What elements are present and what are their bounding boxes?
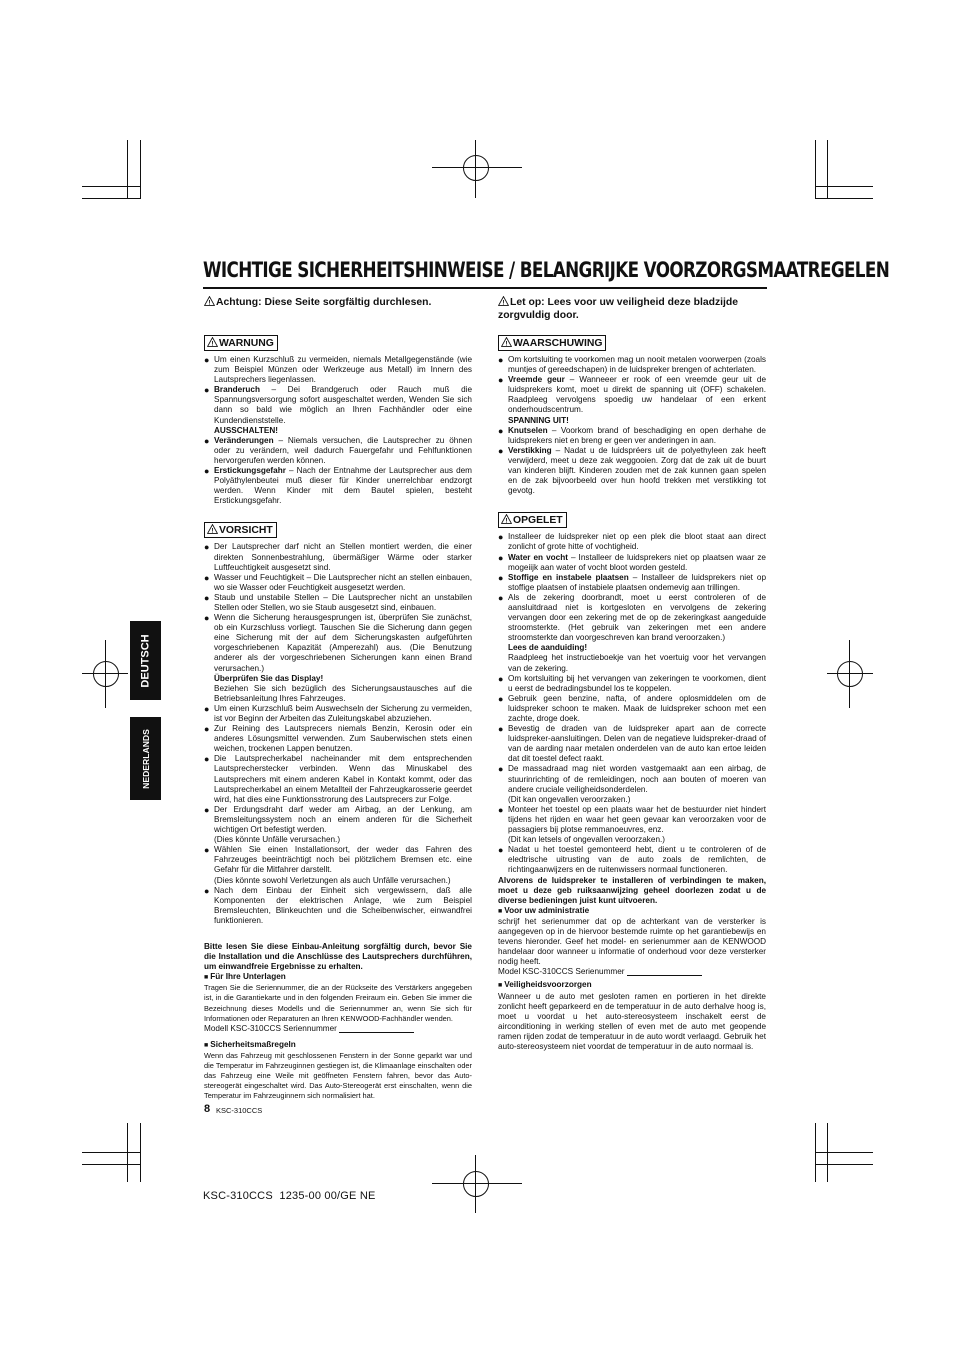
list-item: ● Um einen Kurzschluß beim Auswechseln der Sicherung zu vermeiden, ist vor Beginn der Arbeiten das Zuleitungskabel abzuziehen. [204,704,472,724]
unterlagen-text: Tragen Sie die Seriennummer, die an der Rückseite des Verstärkers angegeben ist, in die Garantiekarte und in den folgenden Freiraum ein. Geben Sie immer die Bezeichnung dieses Modells und die Seriennummer an, wenn Sie sich für Informationen oder Reparaturen an Ihren KENWOOD-Fachhändler wenden. [204,983,472,1023]
warnung-list [204,355,472,506]
list-item: ● Bevestig de draden van de luidspreker apart aan de correcte luidspreker-aansluitingen. Delen van de negatieve luidspreker-draad of van de aarding naar metalen onderdelen van de auto kan ertoe leiden dat dit toestel defect raakt. [498,724,766,764]
svg-text:!: ! [502,299,505,306]
list-item: ● Vreemde geur – Wanneeer er rook of een vreemde geur uit de luidsprekers komt, moet u direkt de spanning uit (OFF) schakelen. Raadpleeg vervolgens spoedig uw handelaar of een erkent onderhoudscentrum. SPANNING UIT! [498,375,766,425]
list-item: ● Om kortsluiting bij het vervangen van zekeringen te voorkomen, dient u eerst de bedradingsbundel los te koppelen. [498,674,766,694]
list-item: ● Knutselen – Voorkom brand of beschadiging en open derhahe de luidsprekers niet en breng er geen ver anderingen in aan. [498,426,766,446]
list-item: ● Wählen Sie einen Installationsort, der weder das Fahren des Fahrzeuges beeinträchtigt noch bei plötzlichem Bremsen etc. eine Gefahr für die Mitfahrer darstellt. (Dies könnte sowohl Verletzungen als auch Unfälle verursachen.) [204,845,472,885]
list-item: ● Wasser und Feuchtigkeit – Die Lautsprecher nicht an stellen einbauen, wo sie Wasser oder Feuchtigkeit ausgesetzt werden. [204,573,472,593]
veilig-text: Wanneer u de auto met gesloten ramen en portieren in het direkte zonlicht heeft geparkeerd en de temperatuur in de auto derhalve hoog is, moet u voordat u het auto-stereosysteem inschakelt eerst de airconditioning in werking stellen of even met de auto met geopende ramen rijden zodat de temperatuur in de auto wordt verlaagd. Gebruik het auto-stereosysteem niet voordat de temperatuur in de auto normaal is. [498,991,766,1051]
crop-mark [82,1164,140,1165]
unterlagen-heading: ■ Für Ihre Unterlagen [204,972,286,982]
crop-mark [82,198,140,199]
list-item: ● Om kortsluiting te voorkomen mag un nooit metalen voorwerpen (zoals muntjes of gereedschapen) in de luidspreker brengen of achterlaten. [498,355,766,375]
sicherheit-heading: ■ Sicherheitsmaßregeln [204,1039,296,1049]
crop-mark [82,186,140,187]
page-title: WICHTIGE SICHERHEITSHINWEISE / BELANGRIJKE VOORZORGSMAATREGELEN [203,258,890,282]
list-item: ● Branderuch – Dei Brandgeruch oder Rauch muß die Spannungsversorgung sofort ausgeschaltet werden, Wenden Sie sich dann so bald wie möglich an Ihren Fachhändler oder eine Kundendienststelle. AUSSCHALTEN! [204,385,472,435]
list-item: ● Stoffige en instabele plaatsen – Installeer de luidsprekers niet op stoffige plaatsen of instabiele plaatsen ondemevig aan trillingen. [498,573,766,593]
warning-triangle-icon [501,514,512,524]
crop-mark [815,1152,873,1153]
list-item: ● Zur Reining des Lautsprecers niemals Benzin, Kerosin oder ein anderes Lösungsmittel verwenden. Zum Sauberwischen stets einen weichen, trockenen Lappen benutzen. [204,724,472,754]
side-tab-deutsch: DEUTSCH [130,621,161,700]
opgelet-list [498,532,766,875]
german-intro: ! Achtung: Diese Seite sorgfältig durchlesen. [204,296,472,309]
dutch-intro: ! Let op: Lees voor uw veiligheid deze bladzijde zorgvuldig door. [498,297,739,321]
dutch-column [498,296,766,1052]
crop-mark [815,140,816,199]
side-tab-nederlands: NEDERLANDS [130,717,161,800]
vorsicht-label: ! VORSICHT [204,522,277,538]
print-job-code: KSC-310CCS 1235-00 00/GE NE [203,1190,376,1202]
list-item: ● Erstickungsgefahr – Nach der Entnahme der Lautsprecher aus dem Polyäthylenbeutei muß dieser für Kinder unerrelchbar endzorgt werden. Wenn Kinder mit dem Bautel spielen, besteht Erstickungsgefahr. [204,466,472,506]
warning-triangle-icon [207,524,218,534]
crop-mark [827,140,828,199]
list-item: ● Water en vocht – Installeer de luidsprekers niet op plaatsen waar ze mogeiijk aan water of vocht bloot worden gesteld. [498,553,766,573]
sicherheit-text: Wenn das Fahrzeug mit geschlossenen Fenstern in der Sonne geparkt war und die Temperatur im Fahrzeuginnen gestiegen ist, die Klimaanlage einschalten oder das Fahrzeug eine Weile mit geöffneten Fenstern fahren, bevor das Auto-stereogerät eingeschaltet wird. Das Auto-Stereogerät erst einschalten, wenn die Temperatur im Fahrzeuginnern sich normalisiert hat. [204,1050,472,1101]
vorsicht-list [204,542,472,926]
page-model: KSC-310CCS [216,1106,263,1115]
list-item: ● Nach dem Einbau der Einheit sich vergewissern, daß alle Komponenten der elektrischen Anlage, wie zum Beispiel Bremsleuchten, Blinkeuchten und die Scheibenwischer, einwandfrei funktionieren. [204,886,472,926]
crop-mark [140,140,141,199]
crop-mark [82,1152,140,1153]
svg-text:!: ! [208,299,211,306]
crop-mark [140,1123,141,1182]
list-item: ● Monteer het toestel op een plaats waar het de bestuurder niet hindert tijdens het rijden en waar het geen gevaar kan veroorzaken voor de passagiers bij plotse remmanoeuvres, enz. (Dit kan letsels of ongevallen veroorzaken.) [498,805,766,845]
list-item: ● Der Lautsprecher darf nicht an Stellen montiert werden, die einer direkten Sonnenbestrahlung, übermäßiger Wärme oder starker Luftfeuchtigkeit ausgesetzt sind. [204,542,472,572]
svg-text:!: ! [211,340,214,347]
warning-triangle-icon [204,296,215,306]
list-item: ● Als de zekering doorbrandt, moet u eerst controleren of de aansluitdraad niet is kortgesloten en vervolgens de zekering vervangen door een zekering met de op de zekeringkast aangeduide stroomsterkte. (Het gebruik van zekeringen met een andere stroomsterkte dan voorgeschreven kan brand veroorzaken.) Lees de aanduiding! Raadpleeg het instructieboekje van het voertuig voor het vervangen van de zekering. [498,593,766,674]
waarschuwing-list [498,355,766,496]
list-item: ● Staub und unstabile Stellen – Die Lautsprecher nicht an unstabilen Stellen oder Stellen, wo sie Staub ausgesetzt sind, einbauen. [204,593,472,613]
crop-mark [815,198,873,199]
dutch-serial-line: Model KSC-310CCS Serienummer [498,967,766,977]
dutch-closing-note: Alvorens de luidspreker te installeren of verbindingen te maken, moet u deze geb ruiksaanwijzing geheel doorlezen zodat u de diverse bedieningen juist kunt uitvoeren. [498,875,766,905]
list-item: ● Verstikking – Nadat u de luidspréers uit de polyethyleen zak heeft verwijderd, meet u deze zak weggooien. Zorg dat de zak uit de buurt van kinderen blijft. Kinderen zouden met de zak kunnen gaan spelen en de zak bijvoorbeeld over hun hoofd trekken met verstikking tot gevotg. [498,446,766,496]
warnung-label: ! WARNUNG [204,335,278,351]
crop-mark [827,1123,828,1182]
german-closing-note: Bitte lesen Sie diese Einbau-Anleitung sorgfältig durch, bevor Sie die Installation und die Anschlüsse des Lautsprechers durchführen, um einwandfreie Ergebnisse zu erhalten. [204,941,472,972]
warning-triangle-icon [207,337,218,347]
warning-triangle-icon [501,337,512,347]
list-item: ● Der Erdungsdraht darf weder am Airbag, an der Lenkung, am Bremsleitungssystem noch an einem anderen für die Sicherheit wichtigen Ort befestigt werden. (Dies könnte Unfälle verursachen.) [204,805,472,845]
crop-mark [815,1164,873,1165]
svg-text:!: ! [505,517,508,525]
list-item: ● De massadraad mag niet worden vastgemaakt aan een airbag, de stuurinrichting of de remleidingen, noch aan bouten of moeren van andere cruciale veiligheidsonderdelen. (Dit kan ongevallen veroorzaken.) [498,764,766,804]
list-item: ● Nadat u het toestel gemonteerd hebt, dient u te controleren of de eledtrische uitrusting van de auto zoals de remlichten, de richtingaanwijzers en de ruitenwissers normaal functioneren. [498,845,766,875]
list-item: ● Installeer de luidspreker niet op een plek die bloot staat aan direct zonlicht of grote hitte of vochtigheid. [498,532,766,552]
crop-mark [815,186,873,187]
veilig-heading: ■ Veiligheidsvoorzorgen [498,980,592,990]
list-item: ● Veränderungen – Niemals versuchen, die Lautsprecher zu öhnen oder zu verändern, weil dadurch Fauergefahr und Fehlfunktionen hervorgerufen werden können. [204,436,472,466]
opgelet-label: ! OPGELET [498,512,567,528]
waarschuwing-label: ! WAARSCHUWING [498,335,606,351]
admin-heading: ■ Voor uw administratie [498,905,590,915]
german-column [204,296,472,1101]
svg-text:!: ! [211,527,214,535]
serial-number-blank [339,1024,414,1033]
svg-text:!: ! [505,340,508,347]
title-rule [203,287,767,289]
page-number: 8 [204,1103,211,1115]
admin-text: schrijf het serienummer dat op de achterkant van de versterker is aangegeven op in de hiervoor bestemde ruimte op het garantiebewijs en tevens hieronder. Geef het model- en serienummer aan de KENWOOD handelaar door wanneer u informatie of onderhoud voor deze versterker nodig heeft. [498,916,766,967]
warning-triangle-icon [498,296,509,306]
serial-number-blank [627,967,702,976]
list-item: ● Um einen Kurzschluß zu vermeiden, niemals Metallgegenstände (wie zum Beispiel Münzen oder Werkzeuge aus Metall) im Innern des Lautsprechers liegenlassen. [204,355,472,385]
list-item: ● Die Lautsprecherkabel nacheinander mit dem entsprechenden Lautsprecherstecker verbinden. Wenn das Minuskabel des Lautsprechers mit einem anderen Kabel in Kontakt kommt, oder das Lautsprecherkabel an einem Metallteil der Fahrzeugkarosserie geerdet wird, hat dies eine Funktionsstrorung des Lautsprecers zur Folge. [204,754,472,804]
list-item: ● Gebruik geen benzine, nafta, of andere oplosmiddelen om de luidspreker schoon te maken. Maak de luidspreker schoon met een zachte, droge doek. [498,694,766,724]
list-item: ● Wenn die Sicherung herausgesprungen ist, überprüfen Sie zunächst, ob ein Kurzschluss vorliegt. Tauschen Sie die Sicherung dann gegen eine Sicherung mit der auf dem Sicherungskasten aufgeführten vorgeschriebenen Kapazität (Amperezahl) aus. (Die Benutzung anderer als der vorgeschriebenen Sicherungen kann einen Brand verursachen.) Überprüfen Sie das Display! Beziehen Sie sich bezüglich des Sicherungsaustausches auf die Betriebsanleitung Ihres Fahrzeuges. [204,613,472,704]
crop-mark [127,140,128,199]
crop-mark [815,1123,816,1182]
german-serial-line: Modell KSC-310CCS Seriennummer [204,1024,472,1034]
crop-mark [127,1123,128,1182]
